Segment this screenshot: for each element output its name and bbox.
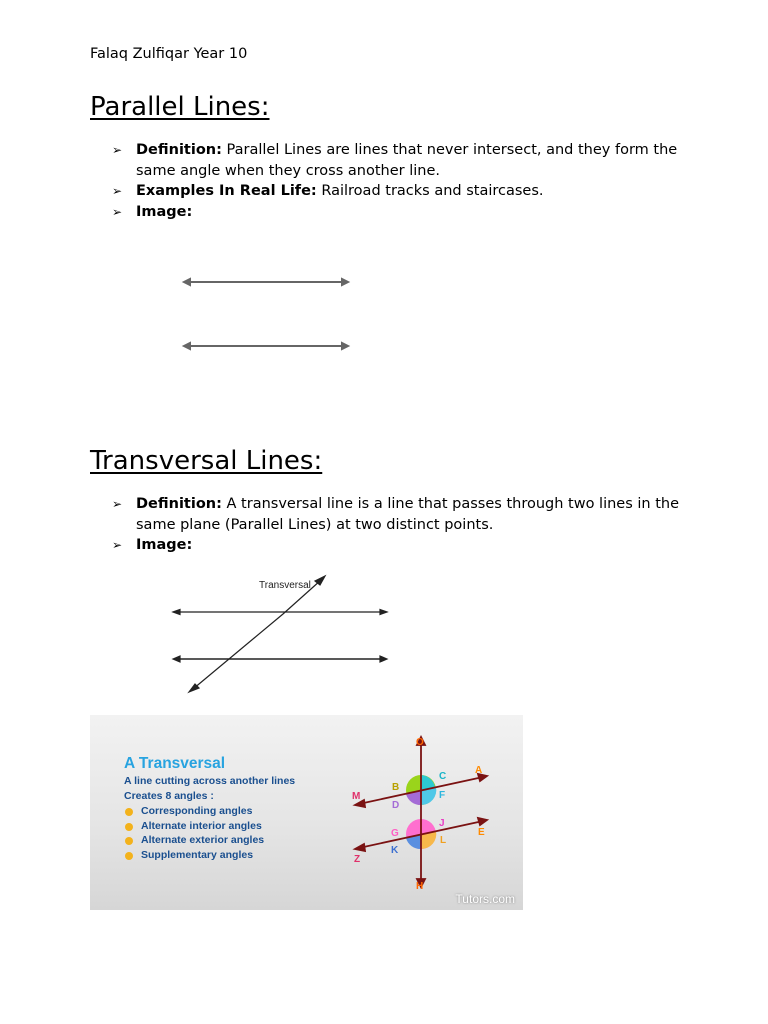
point-label-c: C	[439, 771, 447, 782]
list-item	[124, 819, 264, 834]
arrowhead-icon	[342, 343, 348, 349]
list-item	[112, 202, 692, 223]
arrowhead-icon	[380, 656, 387, 662]
bullet-dot-icon	[125, 852, 133, 860]
list-item-label: Corresponding angles	[141, 805, 253, 817]
point-label-a: A	[475, 765, 483, 776]
arrow-bullet-icon: ➢	[112, 538, 123, 552]
parallel-lines-diagram	[178, 270, 358, 360]
point-label-l: L	[440, 835, 447, 846]
list-item-label: Supplementary angles	[141, 849, 254, 862]
list-item	[124, 848, 264, 863]
bullet-dot-icon	[125, 823, 133, 831]
bullet-label: Examples In Real Life:	[136, 183, 317, 199]
arrow-bullet-icon: ➢	[112, 204, 123, 219]
parallel-lines-bullet-list	[112, 140, 692, 222]
arrow-bullet-icon: ➢	[112, 497, 123, 511]
arrow-bullet-icon: ➢	[112, 143, 123, 157]
point-label-b: B	[392, 782, 400, 793]
bullet-label: Definition:	[136, 142, 222, 158]
watermark: Tutors.com	[455, 892, 515, 906]
arrowhead-icon	[355, 844, 365, 851]
point-label-m: M	[352, 791, 361, 802]
list-item	[124, 804, 264, 819]
list-item-label: Alternate interior angles	[141, 819, 262, 832]
transversal-lines-bullet-list	[112, 494, 692, 556]
arrowhead-icon	[342, 279, 348, 285]
bullet-text: A transversal line is a line that passes through two lines in the same plane (Parallel Lines) at two distinct points.	[136, 496, 680, 533]
list-item	[112, 140, 692, 181]
infographic-subtitle: Creates 8 angles :	[124, 790, 214, 802]
bullet-text: Parallel Lines are lines that never intersect, and they form the same angle when they cross another line.	[136, 142, 678, 179]
section-heading-parallel-lines: Parallel Lines:	[90, 92, 270, 122]
list-item	[112, 535, 692, 556]
list-item	[124, 833, 264, 848]
point-label-j: J	[439, 818, 445, 829]
infographic-subtitle: A line cutting across another lines	[124, 775, 296, 787]
infographic-title: A Transversal	[124, 755, 226, 772]
list-item	[112, 181, 692, 202]
point-label-f: F	[439, 790, 446, 801]
author-line: Falaq Zulfiqar Year 10	[90, 46, 248, 62]
arrowhead-icon	[184, 343, 190, 349]
point-label-e: E	[478, 827, 485, 838]
arrow-bullet-icon: ➢	[112, 184, 123, 198]
transversal-line	[193, 580, 321, 689]
bullet-text: Railroad tracks and staircases.	[316, 183, 544, 199]
bullet-label: Image:	[136, 203, 193, 220]
point-label-g: G	[391, 828, 399, 839]
point-label-o: O	[416, 737, 424, 748]
point-label-z: Z	[354, 854, 361, 865]
list-item-label: Alternate exterior angles	[141, 834, 265, 847]
infographic-angle-list	[124, 804, 264, 863]
arrowhead-icon	[184, 279, 190, 285]
list-item	[112, 494, 692, 535]
section-heading-transversal-lines: Transversal Lines:	[90, 446, 323, 476]
bullet-label: Image:	[136, 537, 193, 553]
arrowhead-icon	[173, 610, 180, 615]
arrowhead-icon	[478, 818, 487, 825]
point-label-h: H	[416, 881, 424, 892]
bullet-dot-icon	[125, 808, 133, 816]
bullet-label: Definition:	[136, 496, 222, 512]
bullet-dot-icon	[125, 837, 133, 845]
point-label-d: D	[392, 800, 400, 811]
transversal-diagram	[165, 570, 395, 698]
point-label-k: K	[391, 845, 399, 856]
transversal-diagram-label: Transversal	[259, 580, 311, 591]
arrowhead-icon	[173, 656, 180, 662]
arrowhead-icon	[380, 610, 387, 615]
transversal-infographic	[90, 715, 523, 910]
angle-diagram	[345, 733, 505, 893]
